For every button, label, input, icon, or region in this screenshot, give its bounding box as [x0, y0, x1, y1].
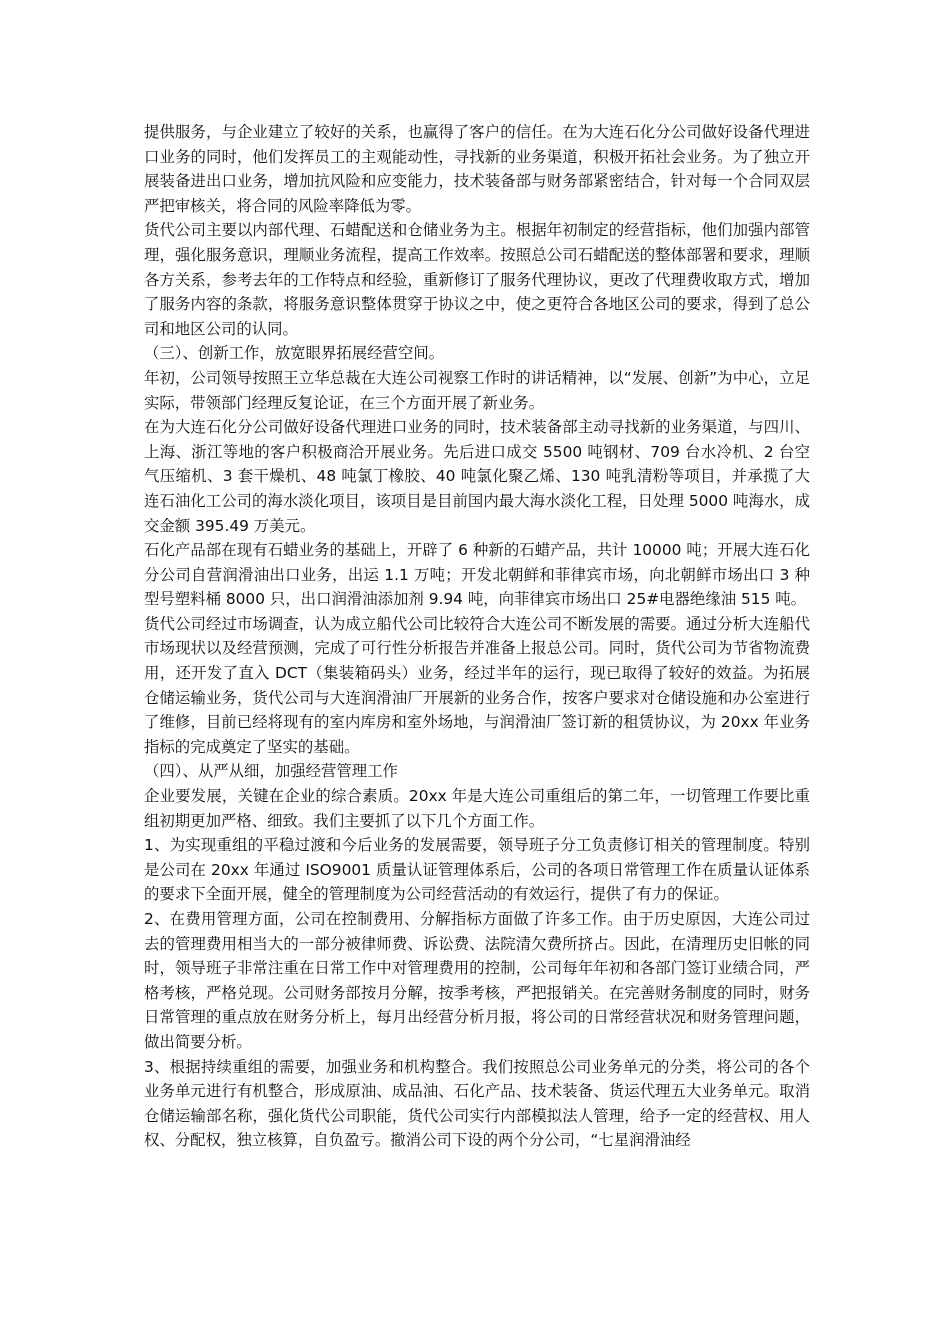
paragraph-petrochemical-products: 石化产品部在现有石蜡业务的基础上，开辟了 6 种新的石蜡产品，共计 10000 吨；开展大连石化分公司自营润滑油出口业务，出运 1.1 万吨；开发北朝鲜和菲律宾市场，向北朝鲜市场出口 3 种型号塑料桶 8000 只，出口润滑油添加剂 9.94 吨，向菲律宾市场出口 25#电器绝缘油 515 吨。 — [144, 541, 810, 609]
section-heading-innovation: （三）、创新工作，放宽眼界拓展经营空间。 — [144, 344, 445, 363]
section-heading-management: （四）、从严从细，加强经营管理工作 — [144, 762, 398, 781]
paragraph-freight-business: 货代公司主要以内部代理、石蜡配送和仓储业务为主。根据年初制定的经营指标，他们加强内部管理，强化服务意识，理顺业务流程，提高工作效率。按照总公司石蜡配送的整体部署和要求，理顺各方关系，参考去年的工作特点和经验，重新修订了服务代理协议，更改了代理费收取方式，增加了服务内容的条款，将服务意识整体贯穿于协议之中，使之更符合各地区公司的要求，得到了总公司和地区公司的认同。 — [144, 221, 810, 338]
paragraph-management-intro: 企业要发展，关键在企业的综合素质。20xx 年是大连公司重组后的第二年，一切管理工作要比重组初期更加严格、细致。我们主要抓了以下几个方面工作。 — [144, 787, 810, 830]
paragraph-management-item-2: 2、在费用管理方面，公司在控制费用、分解指标方面做了许多工作。由于历史原因，大连公司过去的管理费用相当大的一部分被律师费、诉讼费、法院清欠费所挤占。因此，在清理历史旧帐的同时，领导班子非常注重在日常工作中对管理费用的控制，公司每年年初和各部门签订业绩合同，严格考核，严格兑现。公司财务部按月分解，按季考核，严把报销关。在完善财务制度的同时，财务日常管理的重点放在财务分析上，每月出经营分析月报，将公司的日常经营状况和财务管理问题，做出简要分析。 — [144, 910, 810, 1051]
document-body — [144, 120, 810, 1153]
paragraph-new-business-intro: 年初，公司领导按照王立华总裁在大连公司视察工作时的讲话精神，以“发展、创新”为中心，立足实际，带领部门经理反复论证，在三个方面开展了新业务。 — [144, 368, 810, 412]
paragraph-management-item-1: 1、为实现重组的平稳过渡和今后业务的发展需要，领导班子分工负责修订相关的管理制度。特别是公司在 20xx 年通过 ISO9001 质量认证管理体系后，公司的各项日常管理工作在质量认证体系的要求下全面开展，健全的管理制度为公司经营活动的有效运行，提供了有力的保证。 — [144, 836, 810, 904]
paragraph-shipping-agency: 货代公司经过市场调查，认为成立船代公司比较符合大连公司不断发展的需要。通过分析大连船代市场现状以及经营预测，完成了可行性分析报告并准备上报总公司。同时，货代公司为节省物流费用，还开发了直入 DCT（集装箱码头）业务，经过半年的运行，现已取得了较好的效益。为拓展仓储运输业务，货代公司与大连润滑油厂开展新的业务合作，按客户要求对仓储设施和办公室进行了维修，目前已经将现有的室内库房和室外场地，与润滑油厂签订新的租赁协议，为 20xx 年业务指标的完成奠定了坚实的基础。 — [144, 614, 810, 756]
paragraph-client-service: 提供服务，与企业建立了较好的关系，也赢得了客户的信任。在为大连石化分公司做好设备代理进口业务的同时，他们发挥员工的主观能动性，寻找新的业务渠道，积极开拓社会业务。为了独立开展装备进出口业务，增加抗风险和应变能力，技术装备部与财务部紧密结合，针对每一个合同双层严把审核关，将合同的风险率降低为零。 — [144, 123, 810, 215]
paragraph-equipment-import: 在为大连石化分公司做好设备代理进口业务的同时，技术装备部主动寻找新的业务渠道，与四川、上海、浙江等地的客户积极商洽开展业务。先后进口成交 5500 吨钢材、709 台水冷机、2 台空气压缩机、3 套干燥机、48 吨氯丁橡胶、40 吨氯化聚乙烯、130 吨乳清粉等项目，并承揽了大连石油化工公司的海水淡化项目，该项目是目前国内最大海水淡化工程，日处理 5000 吨海水，成交金额 395.49 万美元。 — [144, 418, 810, 535]
paragraph-management-item-3: 3、根据持续重组的需要，加强业务和机构整合。我们按照总公司业务单元的分类，将公司的各个业务单元进行有机整合，形成原油、成品油、石化产品、技术装备、货运代理五大业务单元。取消仓储运输部名称，强化货代公司职能，货代公司实行内部模拟法人管理，给予一定的经营权、用人权、分配权，独立核算，自负盈亏。撤消公司下设的两个分公司，“七星润滑油经 — [144, 1057, 810, 1150]
